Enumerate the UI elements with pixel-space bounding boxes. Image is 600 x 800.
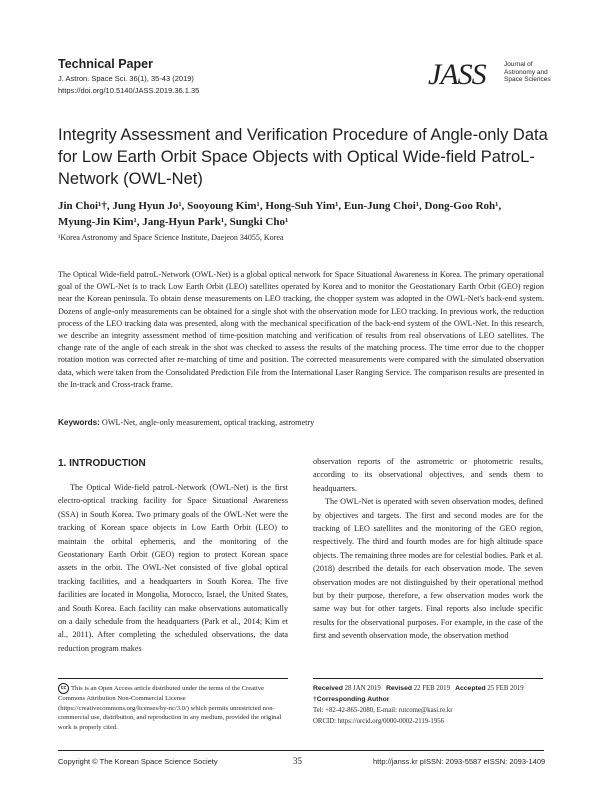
article-type-label: Technical Paper [58, 57, 153, 71]
footer-divider [58, 750, 544, 751]
dates-line [313, 683, 553, 694]
journal-logo [428, 56, 568, 102]
accepted-label: Accepted [455, 685, 486, 692]
logo-subtitle-line: Space Sciences [504, 76, 551, 83]
doi-link[interactable]: https://doi.org/10.5140/JASS.2019.36.1.35 [58, 86, 200, 95]
keywords [58, 418, 544, 427]
author-list [58, 198, 558, 230]
author-line: Jin Choi¹†, Jung Hyun Jo¹, Sooyoung Kim¹, Hong-Suh Yim¹, Eun-Jung Choi¹, Dong-Goo Roh¹, [58, 200, 502, 212]
orcid-link[interactable]: ORCID: https://orcid.org/0000-0002-2119-1956 [313, 718, 445, 725]
divider [58, 678, 288, 679]
article-history [313, 683, 553, 727]
corresponding-label: †Corresponding Author [313, 696, 390, 703]
author-line: Myung-Jin Kim¹, Jang-Hyun Park¹, Sungki Cho¹ [58, 216, 289, 228]
logo-subtitle-line: Astronomy and [504, 68, 548, 76]
page-number: 35 [293, 756, 302, 766]
abstract: The Optical Wide-field patroL-Network (OWL-Net) is a global optical network for Space Situational Awareness in Korea. The primary operational goal of the OWL-Net is to track Low Earth Orbit (LEO) satellites operated by Korea and to monitor the Geostationary Earth Orbit (GEO) region near the Korean peninsula. To obtain dense measurements on LEO tracking, the chopper system was adopted in the OWL-Net's back-end system. Dozens of angle-only measurements can be obtained for a single shot with the observation mode for LEO tracking. In previous work, the reduction process of the LEO tracking data was presented, along with the mechanical specification of the back-end system of the OWL-Net. In this research, we describe an integrity assessment method of time-position matching and verification of results from real observations of LEO satellites. The change rate of the angle of each streak in the shot was checked to assess the results of the matching process. The time error due to the chopper rotation motion was corrected after re-matching of time and position. The corrected measurements were compared with the simulated observation data, which were taken from the Consolidated Prediction File from the International Laser Ranging Service. The comparison results are presented in the In-track and Cross-track frame. [58, 270, 544, 389]
creative-commons-icon: cc [58, 683, 69, 694]
license-notice [58, 683, 290, 732]
copyright-notice: Copyright © The Korean Space Science Society [58, 757, 218, 766]
contact-info: Tel: +82-42-865-2080, E-mail: rutcome@kasi.re.kr [313, 707, 453, 714]
body-column-right [313, 455, 543, 643]
affiliation: ¹Korea Astronomy and Space Science Institute, Daejeon 34055, Korea [58, 233, 284, 242]
received-date: 28 JAN 2019 [344, 685, 381, 692]
logo-wordmark: JASS [428, 58, 486, 91]
logo-subtitle-line: Journal of [504, 61, 533, 68]
body-paragraph: The Optical Wide-field patroL-Network (OWL-Net) is the first electro-optical tracking facility for Space Situational Awareness (SSA) in South Korea. Two primary goals of the OWL-Net were the tracking of Korean space objects in Low Earth Orbit (LEO) to maintain the orbital ephemeris, and the monitoring of the Geostationary Earth Orbit (GEO) region to protect Korean space assets in the orbit. The OWL-Net consisted of five global optical tracking facilities, and a headquarters in South Korea. The five facilities are located in Mongolia, Morocco, Israel, the United States, and South Korea. Each facility can make observations automatically on a daily schedule from the headquarters (Park et al., 2014; Kim et al., 2011). After completing the scheduled observations, the data reduction program makes [58, 483, 288, 653]
revised-label: Revised [385, 685, 413, 692]
keywords-label: Keywords: [58, 418, 100, 427]
body-column-left [58, 481, 288, 655]
body-paragraph: The OWL-Net is operated with seven observation modes, defined by objectives and targets. The first and second modes are for the tracking of LEO satellites and the monitoring of the GEO region, respectively. The third and fourth modes are for high altitude space objects. The remaining three modes are for celestial bodies. Park et al. (2018) described the details for each observation mode. The seven observation modes are not distinguished by their operational method but by their purpose, therefore, a few observation modes work the same way but for other targets. Final reports also include specific results for the observational purposes. For example, in the case of the first and seventh observation mode, the observation method [313, 497, 543, 641]
section-heading: 1. INTRODUCTION [58, 458, 146, 469]
journal-citation: J. Astron. Space Sci. 36(1), 35-43 (2019) [58, 74, 194, 83]
body-paragraph: observation reports of the astrometric or photometric results, according to its observational objectives, and sends them to headquarters. [313, 457, 543, 493]
keywords-list: OWL-Net, angle-only measurement, optical tracking, astrometry [101, 418, 315, 427]
corresponding-author-label [313, 694, 553, 705]
accepted-date: 25 FEB 2019 [487, 685, 524, 692]
revised-date: 22 FEB 2019 [413, 685, 450, 692]
divider [313, 678, 543, 679]
paper-title: Integrity Assessment and Verification Procedure of Angle-only Data for Low Earth Orbit Space Objects with Optical Wide-field PatroL-Network (OWL-Net) [58, 126, 548, 188]
logo-subtitle [504, 61, 574, 84]
issn-info: http://janss.kr pISSN: 2093-5587 eISSN: 2093-1409 [373, 757, 546, 766]
received-label: Received [313, 685, 343, 692]
license-text: This is an Open Access article distributed under the terms of the Creative Commons Attribution Non-Commercial License (https://creativecommons.org/licenses/by-nc/3.0/) which permits unrestricted non-commercial use, distribution, and reproduction in any medium, provided the original work is properly cited. [58, 685, 282, 731]
